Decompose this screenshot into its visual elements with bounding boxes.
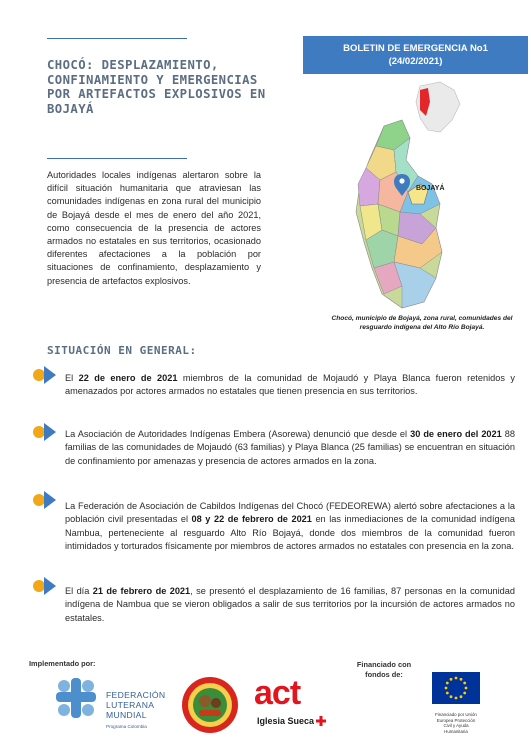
bulletin-date: (24/02/2021) bbox=[388, 56, 443, 67]
eu-flag-icon bbox=[432, 672, 480, 704]
intro-paragraph: Autoridades locales indígenas alertaron sobre la difícil situación humanitaria que atraviesan las comunidades indígenas en zona rural del municipio de Bojayá desde el mes de enero del año 2021, como consecuencia de la presencia de actores armados no estatales en sus territorios, ocasionado diferentes afectaciones a la población por situaciones de confinamiento, desplazamiento y presencia de artefactos explosivos. bbox=[47, 170, 261, 286]
red-cross-icon bbox=[316, 716, 326, 726]
bullet-arrow-4 bbox=[44, 577, 56, 595]
implemented-by-label: Implementado por: bbox=[29, 659, 96, 668]
situation-item-1: El 22 de enero de 2021 miembros de la comunidad de Mojaudó y Playa Blanca fueron retenidos y amenazados por actores armados no estatales que tienen presencia en sus territorios. bbox=[65, 373, 515, 397]
bullet-arrow-1 bbox=[44, 366, 56, 384]
fedeorewa-seal-icon bbox=[181, 676, 239, 734]
choco-department bbox=[356, 120, 442, 308]
act-wordmark: act bbox=[254, 674, 301, 712]
eu-subtitle: Financiado por Unión Europea Protección Civil y Ayuda Humanitaria bbox=[435, 712, 477, 734]
lwf-line1: FEDERACIÓN bbox=[106, 690, 166, 700]
act-subtitle: Iglesia Sueca bbox=[257, 716, 315, 726]
bullet-arrow-3 bbox=[44, 491, 56, 509]
title-bottom-rule bbox=[47, 158, 187, 159]
situation-item-2: La Asociación de Autoridades Indígenas Embera (Asorewa) denunció que desde el 30 de enero del 2021 88 familias de las comunidades de Mojaudó (63 familias) y Playa Blanca (25 familias) se encuentran en situación de confinamiento por amenazas y presencia de actores armados en la zona. bbox=[65, 429, 516, 466]
situation-item-4: El día 21 de febrero de 2021, se presentó el desplazamiento de 16 familias, 87 personas en la comunidad indígena de Nambua que se vieron obligados a salir de sus territorios por la incursión de actores armados no estatales. bbox=[65, 586, 516, 623]
page-title: CHOCÓ: DESPLAZAMIENTO, CONFINAMIENTO Y EMERGENCIAS POR ARTEFACTOS EXPLOSIVOS EN BOJAYÁ bbox=[47, 58, 266, 116]
title-top-rule bbox=[47, 38, 187, 39]
act-logo bbox=[254, 676, 334, 736]
lwf-logo bbox=[54, 676, 174, 736]
fedeorewa-seal-logo bbox=[181, 676, 239, 734]
lwf-subtitle: Programa Colombia bbox=[106, 724, 147, 729]
funded-by-label: Financiado con fondos de: bbox=[356, 660, 412, 679]
choco-map bbox=[336, 80, 522, 312]
map-label: BOJAYÁ bbox=[416, 185, 445, 192]
map-graphic bbox=[336, 80, 522, 312]
bulletin-banner bbox=[303, 36, 528, 74]
colombia-inset bbox=[416, 82, 460, 132]
lwf-line2: LUTERANA bbox=[106, 700, 155, 710]
bullet-arrow-2 bbox=[44, 423, 56, 441]
map-caption: Chocó, municipio de Bojayá, zona rural, comunidades del resguardo indígena del Alto Río Bojayá. bbox=[331, 315, 513, 332]
bulletin-title: BOLETIN DE EMERGENCIA No1 bbox=[343, 43, 488, 54]
eu-logo bbox=[432, 672, 482, 742]
lwf-cross-icon bbox=[54, 676, 98, 720]
section-heading: SITUACIÓN EN GENERAL: bbox=[47, 344, 197, 357]
situation-item-3: La Federación de Asociación de Cabildos Indígenas del Chocó (FEDEOREWA) alertó sobre afectaciones a la población civil presentadas el 08 y 22 de febrero de 2021 en las inmediaciones de la comunidad indígena Nambua, perteneciente al resguardo Alto Río Bojayá, donde dos miembros de la comunidad fueron intimidados y torturados físicamente por miembros de actores armados no estatales con presencia en la zona. bbox=[65, 501, 515, 551]
lwf-name bbox=[106, 690, 165, 720]
lwf-line3: MUNDIAL bbox=[106, 710, 147, 720]
act-subline bbox=[257, 716, 326, 726]
